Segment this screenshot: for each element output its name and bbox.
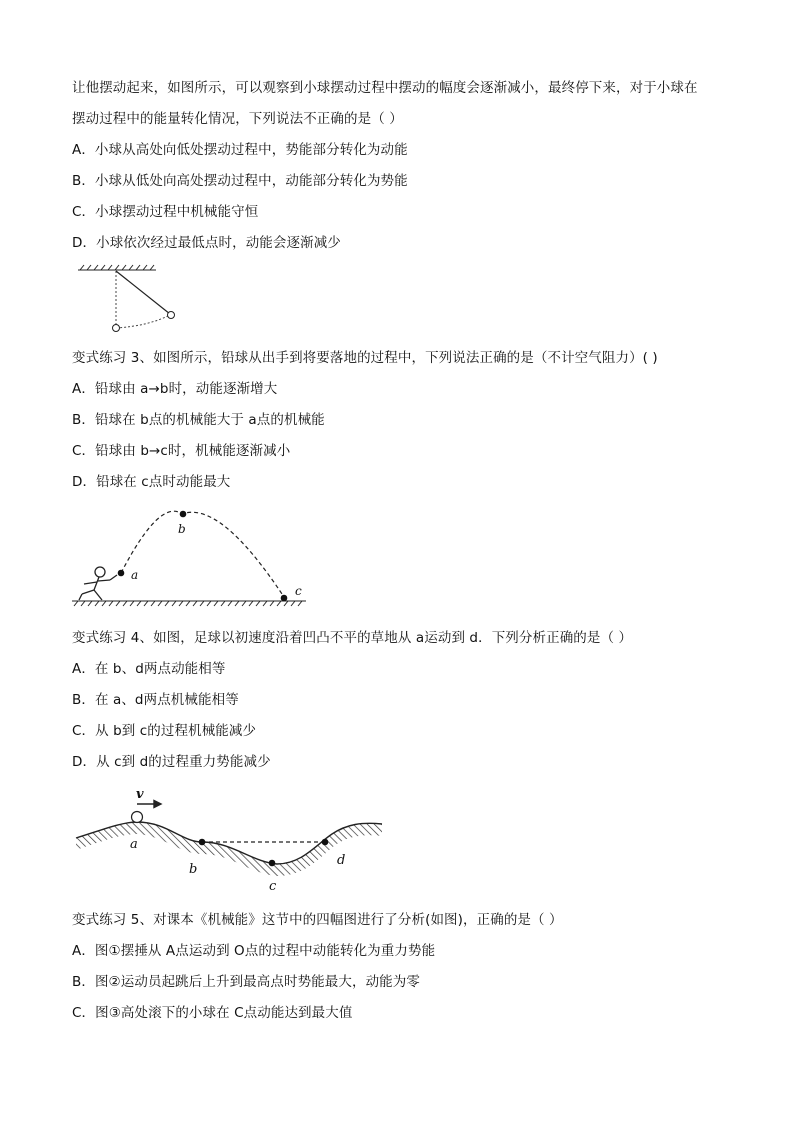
q3-option-c: C．铅球由 b→c时，机械能逐渐减小 [72, 443, 291, 459]
ceiling-hatch [78, 265, 156, 270]
option-b: B．小球从低处向高处摆动过程中，动能部分转化为势能 [72, 173, 408, 189]
pendulum-arc [116, 315, 170, 328]
point-b [199, 839, 206, 846]
pendulum-bob-rest [113, 325, 120, 332]
q4-option-c: C．从 b到 c的过程机械能减少 [72, 723, 257, 739]
point-c [269, 860, 276, 867]
q4-option-b: B．在 a、d两点机械能相等 [72, 692, 239, 708]
shot-put-figure [70, 504, 320, 608]
label-a: a [130, 837, 138, 852]
label-d: d [337, 853, 346, 868]
option-d: D．小球依次经过最低点时，动能会逐渐减少 [72, 235, 341, 251]
label-c: c [269, 879, 277, 894]
football [132, 812, 143, 823]
question-stem-line-2: 摆动过程中的能量转化情况，下列说法不正确的是（ ） [72, 111, 403, 127]
q3-stem: 变式练习 3、如图所示，铅球从出手到将要落地的过程中，下列说法正确的是（不计空气阻力）( ) [72, 350, 658, 366]
option-c: C．小球摆动过程中机械能守恒 [72, 204, 259, 220]
option-a: A．小球从高处向低处摆动过程中，势能部分转化为动能 [72, 142, 408, 158]
question-stem-line-1: 让他摆动起来，如图所示，可以观察到小球摆动过程中摆动的幅度会逐渐减小，最终停下来，对于小球在 [72, 80, 698, 96]
q3-option-a: A．铅球由 a→b时，动能逐渐增大 [72, 381, 278, 397]
pendulum-bob [168, 312, 175, 319]
label-a: a [131, 568, 139, 582]
shot-put-trajectory [121, 511, 284, 597]
shot-point-c [281, 595, 288, 602]
ground-hatch [72, 601, 306, 606]
q5-stem: 变式练习 5、对课本《机械能》这节中的四幅图进行了分析(如图)，正确的是（ ） [72, 912, 563, 928]
thrower-figure [79, 567, 117, 600]
point-d [322, 839, 329, 846]
football-terrain-figure [72, 784, 384, 898]
q4-option-a: A．在 b、d两点动能相等 [72, 661, 226, 677]
q3-option-b: B．铅球在 b点的机械能大于 a点的机械能 [72, 412, 325, 428]
q3-option-d: D．铅球在 c点时动能最大 [72, 474, 231, 490]
q5-option-a: A．图①摆捶从 A点运动到 O点的过程中动能转化为重力势能 [72, 943, 436, 959]
q4-stem: 变式练习 4、如图，足球以初速度沿着凹凸不平的草地从 a运动到 d．下列分析正确的是（ ） [72, 630, 633, 646]
label-b: b [189, 862, 198, 877]
label-c: c [295, 584, 302, 598]
q5-option-b: B．图②运动员起跳后上升到最高点时势能最大，动能为零 [72, 974, 420, 990]
label-b: b [178, 522, 186, 536]
shot-point-a [118, 570, 125, 577]
label-v: v [136, 787, 144, 802]
pendulum-string [116, 271, 170, 314]
pendulum-figure [74, 264, 194, 336]
q5-option-c: C．图③高处滚下的小球在 C点动能达到最大值 [72, 1005, 353, 1021]
shot-point-b [180, 511, 187, 518]
q4-option-d: D．从 c到 d的过程重力势能减少 [72, 754, 271, 770]
